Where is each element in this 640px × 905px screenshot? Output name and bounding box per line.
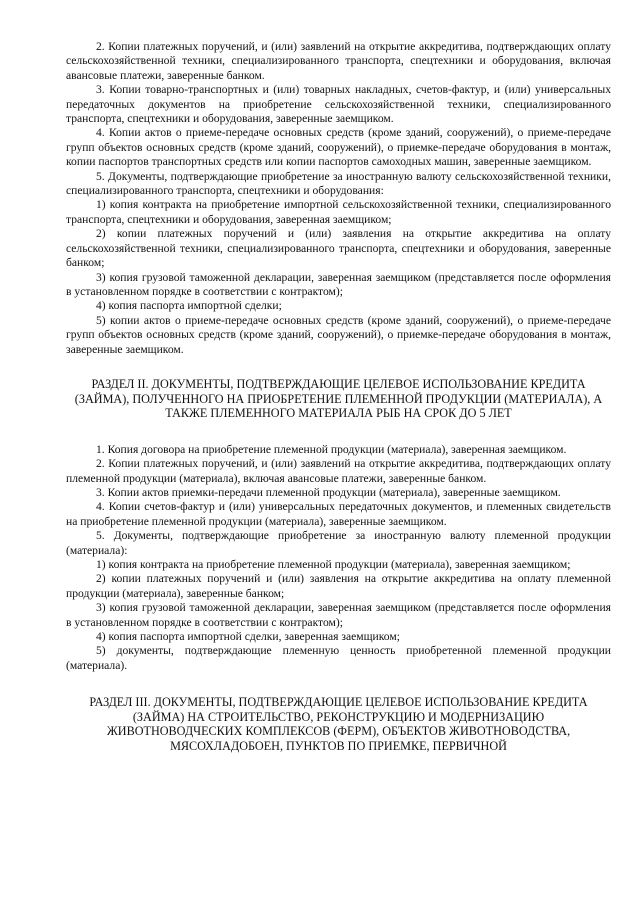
section-2-heading: РАЗДЕЛ II. ДОКУМЕНТЫ, ПОДТВЕРЖДАЮЩИЕ ЦЕЛЕВОЕ ИСПОЛЬЗОВАНИЕ КРЕДИТА (ЗАЙМА), ПОЛУЧЕННОГО НА ПРИОБРЕТЕНИЕ ПЛЕМЕННОЙ ПРОДУКЦИИ (МАТЕРИАЛА), А ТАКЖЕ ПЛЕМЕННОГО МАТЕРИАЛА РЫБ НА СРОК ДО 5 ЛЕТ (74, 376, 603, 421)
paragraph: 4) копия паспорта импортной сделки; (96, 299, 282, 313)
paragraph: 5) копии актов о приеме-передаче основных средств (кроме зданий, сооружений), о приеме-передаче групп объектов основных средств (кроме зданий, сооружений), о приемке-передаче оборудования в монтаж, заверенные заемщиком. (66, 313, 611, 356)
paragraph: 3) копия грузовой таможенной декларации, заверенная заемщиком (представляется после оформления в установленном порядке в соответствии с контрактом); (66, 270, 611, 298)
paragraph: 3. Копии актов приемки-передачи племенной продукции (материала), заверенные заемщиком. (96, 485, 561, 499)
paragraph: 5. Документы, подтверждающие приобретение за иностранную валюту племенной продукции (материала): (66, 529, 611, 557)
paragraph: 2) копии платежных поручений и (или) заявления на открытие аккредитива на оплату сельскохозяйственной техники, специализированного транспорта, спецтехники и оборудования, заверенные банком; (66, 227, 611, 270)
section-2-body (66, 443, 611, 674)
paragraph: 1. Копия договора на приобретение племенной продукции (материала), заверенная заемщиком. (96, 442, 567, 456)
paragraph: 1) копия контракта на приобретение импортной сельскохозяйственной техники, специализированного транспорта, спецтехники и оборудования, заверенная заемщиком; (66, 198, 611, 226)
paragraph: 3. Копии товарно-транспортных и (или) товарных накладных, счетов-фактур, и (или) универсальных передаточных документов на приобретение сельскохозяйственной техники, специализированного транспорта, спецтехники и оборудования, заверенные заемщиком. (66, 83, 611, 126)
paragraph: 4) копия паспорта импортной сделки, заверенная заемщиком; (96, 630, 400, 643)
paragraph: 4. Копии актов о приеме-передаче основных средств (кроме зданий, сооружений), о приеме-передаче групп объектов основных средств (кроме зданий, сооружений), о приемке-передаче оборудования в монтаж, копии паспортов транспортных средств или копии паспортов самоходных машин, заверенные заемщиком. (66, 126, 611, 169)
paragraph: 2. Копии платежных поручений, и (или) заявлений на открытие аккредитива, подтверждающих оплату племенной продукции (материала), включая авансовые платежи, заверенные банком. (66, 457, 611, 485)
section-3-heading: РАЗДЕЛ III. ДОКУМЕНТЫ, ПОДТВЕРЖДАЮЩИЕ ЦЕЛЕВОЕ ИСПОЛЬЗОВАНИЕ КРЕДИТА (ЗАЙМА) НА СТРОИТЕЛЬСТВО, РЕКОНСТРУКЦИЮ И МОДЕРНИЗАЦИЮ ЖИВОТНОВОДЧЕСКИХ КОМПЛЕКСОВ (ФЕРМ), ОБЪЕКТОВ ЖИВОТНОВОДСТВА, МЯСОХЛАДОБОЕН, ПУНКТОВ ПО ПРИЕМКЕ, ПЕРВИЧНОЙ (89, 695, 588, 753)
paragraph: 4. Копии счетов-фактур и (или) универсальных передаточных документов, и племенных свидетельств на приобретение племенной продукции (материала), заверенные заемщиком. (66, 500, 611, 528)
paragraph: 5) документы, подтверждающие племенную ценность приобретенной племенной продукции (материала). (66, 644, 611, 672)
paragraph: 1) копия контракта на приобретение племенной продукции (материала), заверенная заемщиком; (96, 557, 571, 571)
paragraph: 2. Копии платежных поручений, и (или) заявлений на открытие аккредитива, подтверждающих оплату сельскохозяйственной техники, специализированного транспорта, спецтехники и оборудования, включая авансовые платежи, заверенные банком. (66, 40, 611, 82)
section-1-body (66, 40, 611, 357)
paragraph: 2) копии платежных поручений и (или) заявления на открытие аккредитива на оплату племенной продукции (материала), заверенные банком; (66, 572, 611, 600)
paragraph: 3) копия грузовой таможенной декларации, заверенная заемщиком (представляется после оформления в установленном порядке в соответствии с контрактом); (66, 601, 611, 629)
paragraph: 5. Документы, подтверждающие приобретение за иностранную валюту сельскохозяйственной техники, специализированного транспорта, спецтехники и оборудования: (66, 169, 611, 198)
document-page (66, 40, 611, 754)
